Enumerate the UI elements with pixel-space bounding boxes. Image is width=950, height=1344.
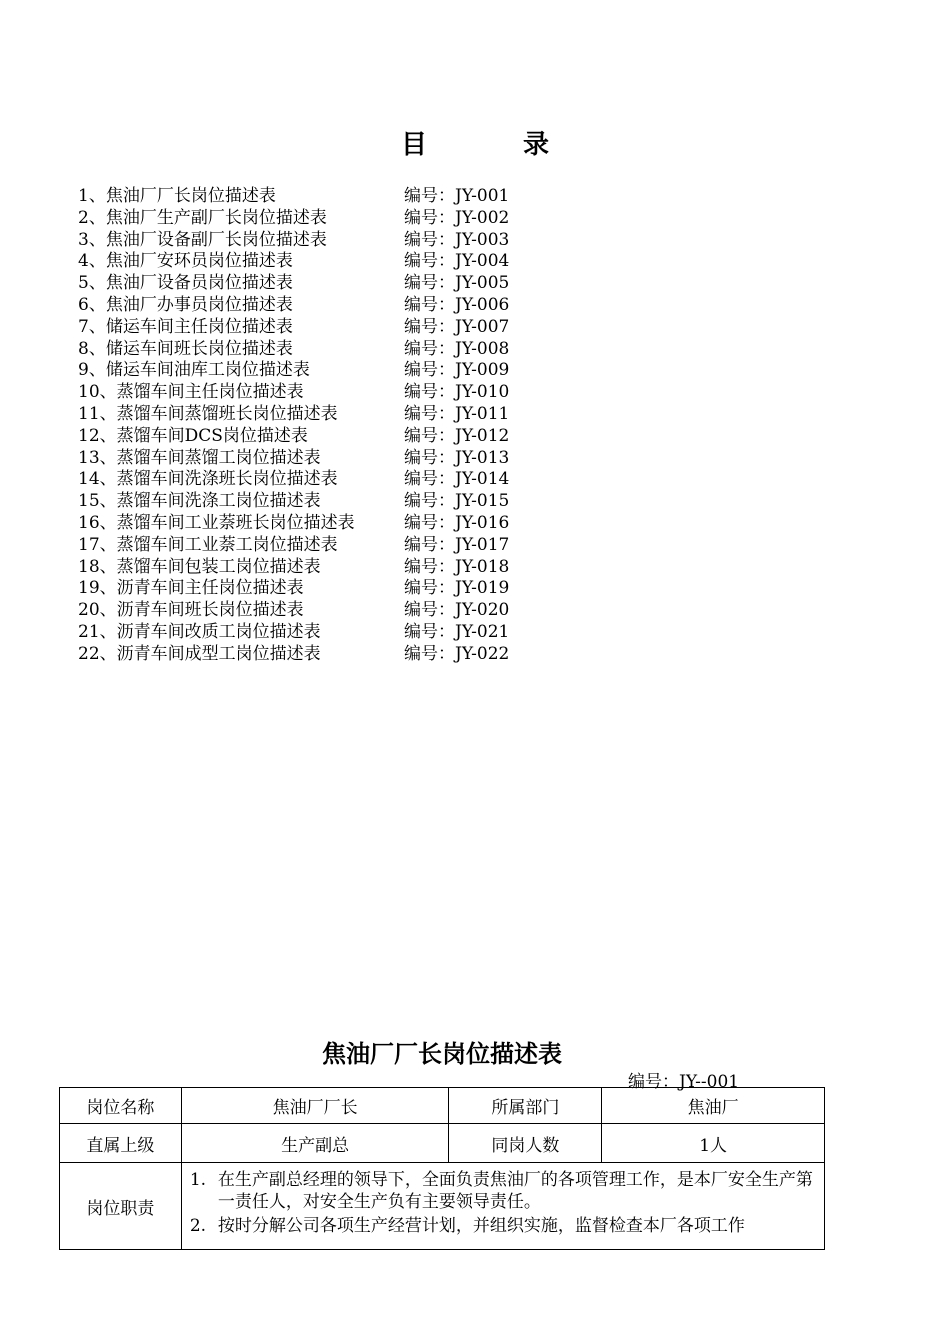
duties-label: 岗位职责 (60, 1163, 182, 1250)
toc-item[interactable] (78, 622, 538, 644)
department-value: 焦油厂 (602, 1088, 825, 1124)
toc-item-code: 编号：JY-013 (404, 447, 510, 468)
toc-item-name: 8、储运车间班长岗位描述表 (78, 338, 293, 359)
position-name-value: 焦油厂厂长 (181, 1088, 449, 1124)
toc-item-code: 编号：JY-002 (404, 207, 510, 228)
toc-item[interactable] (78, 469, 538, 491)
toc-item-name: 12、蒸馏车间DCS岗位描述表 (78, 425, 308, 446)
superior-label: 直属上级 (60, 1124, 182, 1163)
toc-item-name: 13、蒸馏车间蒸馏工岗位描述表 (78, 447, 321, 468)
table-row (60, 1088, 825, 1124)
toc-item-name: 1、焦油厂厂长岗位描述表 (78, 186, 276, 206)
duty-item (190, 1169, 818, 1213)
toc-item-code: 编号：JY-012 (404, 425, 510, 446)
toc-item-code: 编号：JY-022 (404, 643, 510, 664)
toc-item-name: 16、蒸馏车间工业萘班长岗位描述表 (78, 512, 355, 533)
toc-item[interactable] (78, 317, 538, 339)
table-row (60, 1163, 825, 1250)
position-name-label: 岗位名称 (60, 1088, 182, 1124)
table-row (60, 1124, 825, 1163)
toc-item-code: 编号：JY-020 (404, 600, 510, 621)
duty-number: 1. (189, 1170, 207, 1190)
toc-item-name: 20、沥青车间班长岗位描述表 (78, 600, 304, 621)
toc-item-name: 22、沥青车间成型工岗位描述表 (78, 643, 321, 664)
duty-number: 2. (189, 1216, 207, 1236)
toc-item-name: 15、蒸馏车间洗涤工岗位描述表 (78, 491, 321, 512)
toc-title (0, 124, 950, 161)
toc-item-name: 18、蒸馏车间包装工岗位描述表 (78, 556, 321, 577)
toc-item-code: 编号：JY-009 (404, 360, 510, 381)
toc-item-name: 5、焦油厂设备员岗位描述表 (78, 273, 293, 294)
toc-item[interactable] (78, 426, 538, 448)
duties-content (181, 1163, 824, 1250)
toc-item[interactable] (78, 295, 538, 317)
toc-item[interactable] (78, 339, 538, 361)
toc-item[interactable] (78, 186, 538, 208)
toc-item[interactable] (78, 600, 538, 622)
toc-item[interactable] (78, 513, 538, 535)
toc-item-code: 编号：JY-016 (404, 512, 510, 533)
headcount-label: 同岗人数 (449, 1124, 602, 1163)
toc-item-code: 编号：JY-018 (404, 556, 510, 577)
toc-item[interactable] (78, 491, 538, 513)
toc-item-code: 编号：JY-006 (404, 294, 510, 315)
toc-item-code: 编号：JY-003 (404, 229, 510, 250)
toc-item-code: 编号：JY-005 (404, 273, 510, 294)
toc-item[interactable] (78, 404, 538, 426)
toc-item-name: 2、焦油厂生产副厂长岗位描述表 (78, 207, 327, 228)
toc-item-name: 11、蒸馏车间蒸馏班长岗位描述表 (78, 403, 338, 424)
toc-item-name: 9、储运车间油库工岗位描述表 (78, 360, 310, 381)
duty-item (190, 1215, 818, 1237)
toc-item-code: 编号：JY-011 (404, 403, 510, 424)
toc-item[interactable] (78, 360, 538, 382)
position-description-table (59, 1087, 825, 1250)
toc-item[interactable] (78, 535, 538, 557)
toc-item-name: 6、焦油厂办事员岗位描述表 (78, 294, 293, 315)
toc-item-name: 10、蒸馏车间主任岗位描述表 (78, 382, 304, 403)
toc-item[interactable] (78, 230, 538, 252)
toc-item-name: 3、焦油厂设备副厂长岗位描述表 (78, 229, 327, 250)
toc-item-name: 21、沥青车间改质工岗位描述表 (78, 621, 321, 642)
toc-item-code: 编号：JY-017 (404, 534, 510, 555)
toc-item-code: 编号：JY-019 (404, 578, 510, 599)
toc-item-code: 编号：JY-010 (404, 382, 510, 403)
toc-list (78, 186, 538, 666)
toc-item-code: 编号：JY-001 (404, 186, 510, 206)
toc-item[interactable] (78, 644, 538, 666)
toc-item[interactable] (78, 557, 538, 579)
duty-text: 在生产副总经理的领导下，全面负责焦油厂的各项管理工作，是本厂安全生产第一责任人，对安全生产负有主要领导责任。 (217, 1170, 813, 1212)
toc-item-name: 14、蒸馏车间洗涤班长岗位描述表 (78, 469, 338, 490)
toc-item-name: 17、蒸馏车间工业萘工岗位描述表 (78, 534, 338, 555)
toc-title-right: 录 (523, 130, 550, 160)
description-number: 编号：JY--001 (628, 1072, 740, 1092)
superior-value: 生产副总 (181, 1124, 449, 1163)
toc-item[interactable] (78, 251, 538, 273)
duty-text: 按时分解公司各项生产经营计划，并组织实施，监督检查本厂各项工作 (217, 1216, 745, 1236)
toc-item-code: 编号：JY-007 (404, 316, 510, 337)
toc-item[interactable] (78, 208, 538, 230)
toc-item-code: 编号：JY-008 (404, 338, 510, 359)
description-title: 焦油厂厂长岗位描述表 (322, 1039, 562, 1068)
toc-item[interactable] (78, 382, 538, 404)
headcount-value: 1人 (602, 1124, 825, 1163)
toc-item[interactable] (78, 578, 538, 600)
toc-item[interactable] (78, 273, 538, 295)
toc-item-name: 19、沥青车间主任岗位描述表 (78, 578, 304, 599)
toc-item-code: 编号：JY-004 (404, 251, 510, 272)
toc-item-code: 编号：JY-014 (404, 469, 510, 490)
toc-item[interactable] (78, 448, 538, 470)
toc-item-code: 编号：JY-021 (404, 621, 510, 642)
department-label: 所属部门 (449, 1088, 602, 1124)
toc-item-name: 7、储运车间主任岗位描述表 (78, 316, 293, 337)
toc-item-name: 4、焦油厂安环员岗位描述表 (78, 251, 293, 272)
toc-item-code: 编号：JY-015 (404, 491, 510, 512)
toc-title-left: 目 (400, 130, 427, 160)
